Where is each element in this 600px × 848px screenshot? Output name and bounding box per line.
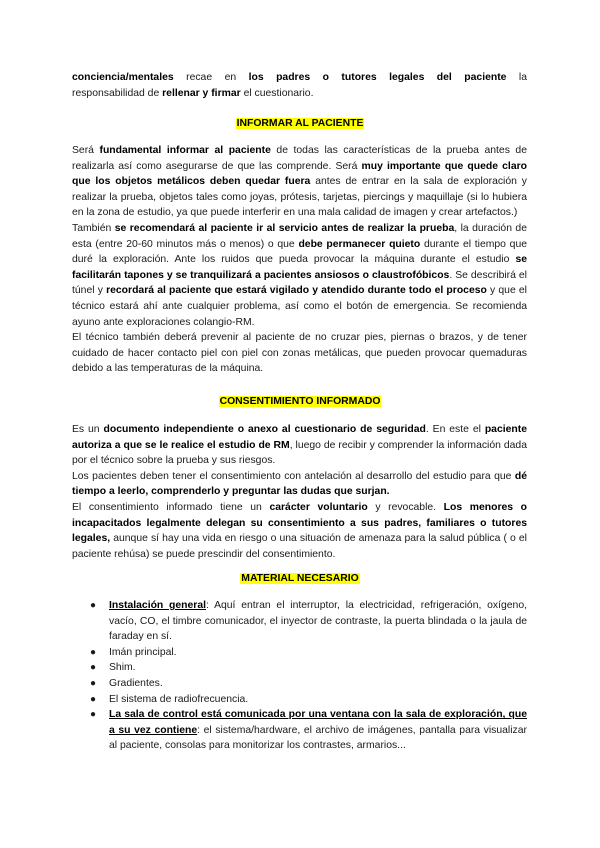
heading-consent-text: CONSENTIMIENTO INFORMADO bbox=[219, 396, 381, 407]
informar-section-body bbox=[72, 143, 527, 377]
list-item: ● El sistema de radiofrecuencia. bbox=[90, 692, 527, 708]
list-item: ● Imán principal. bbox=[90, 645, 527, 661]
consent-paragraph-1: Es un documento independiente o anexo al cuestionario de seguridad. En este el paciente autoriza a que se le realice el estudio de RM, luego de recibir y comprender la información dada por el técnico sobre la prueba y sus riesgos. bbox=[72, 424, 527, 467]
section-heading-material bbox=[0, 572, 600, 586]
list-item: ● La sala de control está comunicada por una ventana con la sala de exploración, que a su vez contiene: el sistema/hardware, el archivo de imágenes, pantalla para visualizar al paciente, consolas para monitorizar los contrastes, armarios... bbox=[90, 709, 527, 752]
heading-material-text: MATERIAL NECESARIO bbox=[241, 573, 359, 584]
bullet-icon: ● bbox=[90, 677, 97, 689]
section-heading-informar bbox=[0, 117, 600, 131]
bullet-icon: ● bbox=[90, 693, 97, 705]
material-list bbox=[90, 598, 527, 754]
intro-line-2: responsabilidad de rellenar y firmar el cuestionario. bbox=[72, 87, 314, 99]
intro-line-1: conciencia/mentales recae en los padres o tutores legales del paciente la bbox=[72, 72, 527, 83]
bullet-icon: ● bbox=[90, 600, 97, 611]
consent-paragraph-2: Los pacientes deben tener el consentimiento con antelación al desarrollo del estudio para que dé tiempo a leerlo, comprenderlo y preguntar las dudas que surjan. bbox=[72, 470, 527, 498]
bullet-icon: ● bbox=[90, 709, 97, 721]
list-item: ● Shim. bbox=[90, 660, 527, 676]
bullet-icon: ● bbox=[90, 662, 97, 674]
list-item: ● Instalación general: Aquí entran el interruptor, la electricidad, refrigeración, oxígeno, vacío, CO, el timbre comunicador, el inyector de contraste, la puerta blindada o la jaula de faraday en sí. bbox=[90, 600, 527, 643]
informar-paragraph-1: Será fundamental informar al paciente de todas las características de la prueba antes de realizarla así como asegurarse de que las comprende. Será muy importante que quede claro que los objetos metálicos deben quedar fuera antes de entrar en la sala de exploración y realizar la prueba, objetos tales como joyas, prótesis, tarjetas, piercings y maquillaje (si lo hubiera en la zona de estudio, ya que puede interferir en una mala calidad de imagen y crear artefactos.) bbox=[72, 145, 528, 219]
informar-paragraph-3: El técnico también deberá prevenir al paciente de no cruzar pies, piernas o brazos, y de tener cuidado de hacer contacto piel con piel con zonas metálicas, que pueden provocar quemaduras debido a las temperaturas de la máquina. bbox=[72, 332, 527, 375]
consent-section-body bbox=[72, 422, 527, 562]
intro-paragraph bbox=[72, 70, 527, 101]
informar-paragraph-2: También se recomendará al paciente ir al servicio antes de realizar la prueba, la duración de esta (entre 20-60 minutos más o menos) o que debe permanecer quieto durante el tiempo que duré la exploración. Ante los ruidos que pueda provocar la máquina durante el estudio se facilitarán tapones y se tranquilizará a pacientes ansiosos o claustrofóbicos. Se describirá el túnel y recordará al paciente que estará vigilado y atendido durante todo el proceso y que el técnico estará ahí ante cualquier problema, así como el botón de emergencia. Se recomienda ayuno ante exploraciones colangio-RM. bbox=[72, 222, 528, 328]
consent-paragraph-3: El consentimiento informado tiene un carácter voluntario y revocable. Los menores o incapacitados legalmente delegan su consentimiento a sus padres, familiares o tutores legales, aunque sí hay una vida en riesgo o una situación de amenaza para la salud pública ( o el paciente rehúsa) se puede prescindir del consentimiento. bbox=[72, 501, 528, 560]
list-item: ● Gradientes. bbox=[90, 676, 527, 692]
section-heading-consent bbox=[0, 395, 600, 409]
bullet-icon: ● bbox=[90, 646, 97, 658]
heading-informar-text: INFORMAR AL PACIENTE bbox=[236, 118, 364, 129]
